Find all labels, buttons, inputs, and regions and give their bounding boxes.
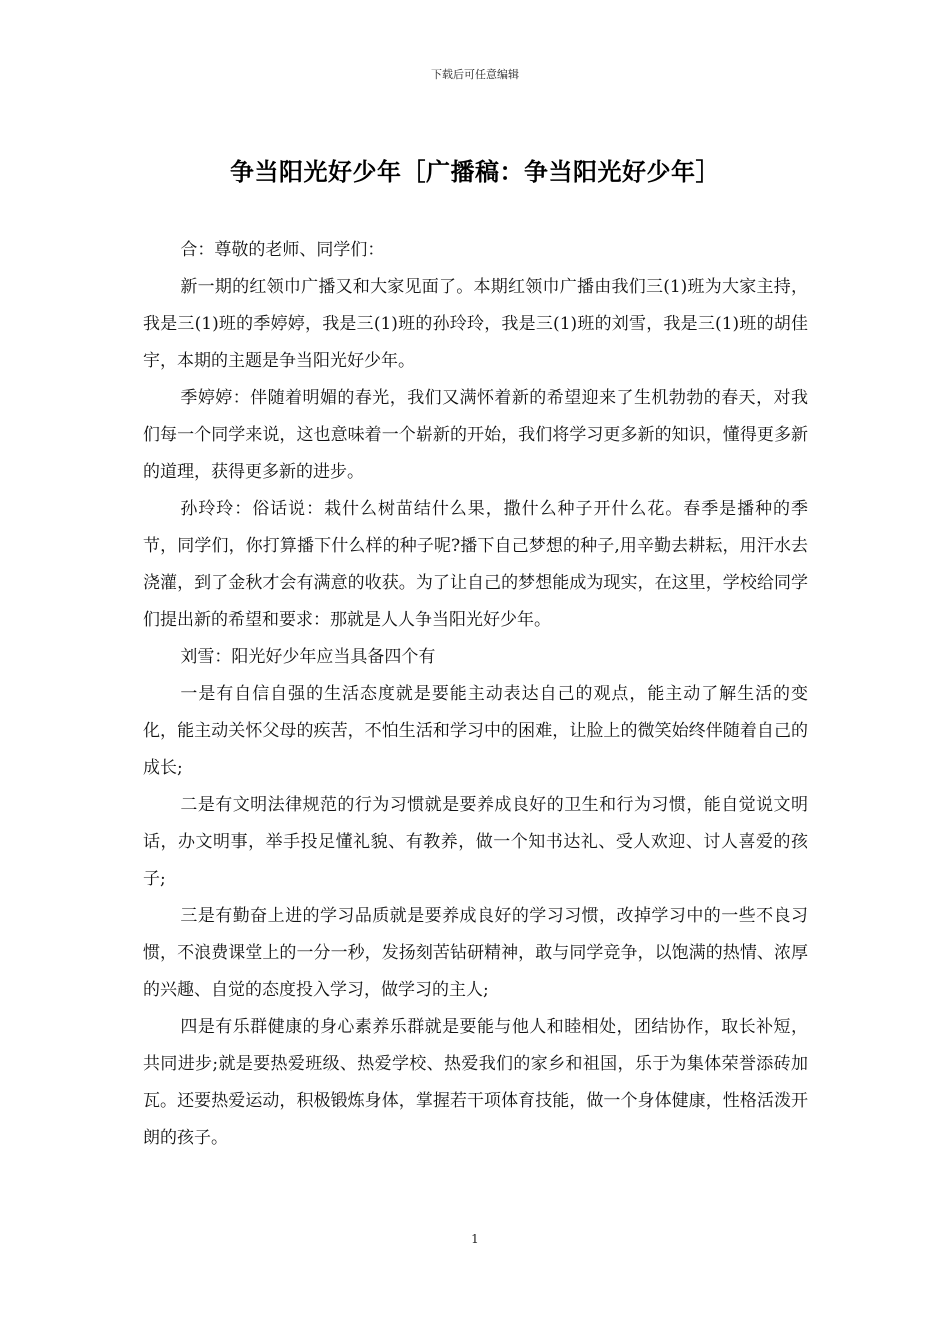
paragraph: 四是有乐群健康的身心素养乐群就是要能与他人和睦相处，团结协作，取长补短，共同进步;就是要热爱班级、热爱学校、热爱我们的家乡和祖国，乐于为集体荣誉添砖加瓦。还要热爱运动，积极锻炼身体，掌握若干项体育技能，做一个身体健康，性格活泼开朗的孩子。 bbox=[143, 1017, 808, 1148]
paragraph: 孙玲玲：俗话说：栽什么树苗结什么果，撒什么种子开什么花。春季是播种的季节，同学们，你打算播下什么样的种子呢?播下自己梦想的种子,用辛勤去耕耘，用汗水去浇灌，到了金秋才会有满意的收获。为了让自己的梦想能成为现实，在这里，学校给同学们提出新的希望和要求：那就是人人争当阳光好少年。 bbox=[143, 499, 808, 630]
paragraph: 新一期的红领巾广播又和大家见面了。本期红领巾广播由我们三(1)班为大家主持，我是三(1)班的季婷婷，我是三(1)班的孙玲玲，我是三(1)班的刘雪，我是三(1)班的胡佳宇，本期的主题是争当阳光好少年。 bbox=[143, 277, 808, 371]
document-title: 争当阳光好少年［广播稿：争当阳光好少年］ bbox=[230, 158, 720, 186]
paragraph: 合：尊敬的老师、同学们： bbox=[180, 240, 385, 260]
page-number: 1 bbox=[471, 1232, 479, 1246]
page-header: 下载后可任意编辑 bbox=[431, 68, 519, 81]
paragraph: 刘雪：阳光好少年应当具备四个有 bbox=[180, 647, 436, 667]
paragraph: 季婷婷：伴随着明媚的春光，我们又满怀着新的希望迎来了生机勃勃的春天，对我们每一个同学来说，这也意味着一个崭新的开始，我们将学习更多新的知识，懂得更多新的道理，获得更多新的进步。 bbox=[143, 388, 808, 482]
paragraph: 二是有文明法律规范的行为习惯就是要养成良好的卫生和行为习惯，能自觉说文明话，办文明事，举手投足懂礼貌、有教养，做一个知书达礼、受人欢迎、讨人喜爱的孩子; bbox=[143, 795, 808, 889]
document-body bbox=[143, 232, 808, 1157]
paragraph: 三是有勤奋上进的学习品质就是要养成良好的学习习惯，改掉学习中的一些不良习惯，不浪费课堂上的一分一秒，发扬刻苦钻研精神，敢与同学竞争，以饱满的热情、浓厚的兴趣、自觉的态度投入学习，做学习的主人; bbox=[143, 906, 808, 1000]
paragraph: 一是有自信自强的生活态度就是要能主动表达自己的观点，能主动了解生活的变化，能主动关怀父母的疾苦，不怕生活和学习中的困难，让脸上的微笑始终伴随着自己的成长; bbox=[143, 684, 808, 778]
